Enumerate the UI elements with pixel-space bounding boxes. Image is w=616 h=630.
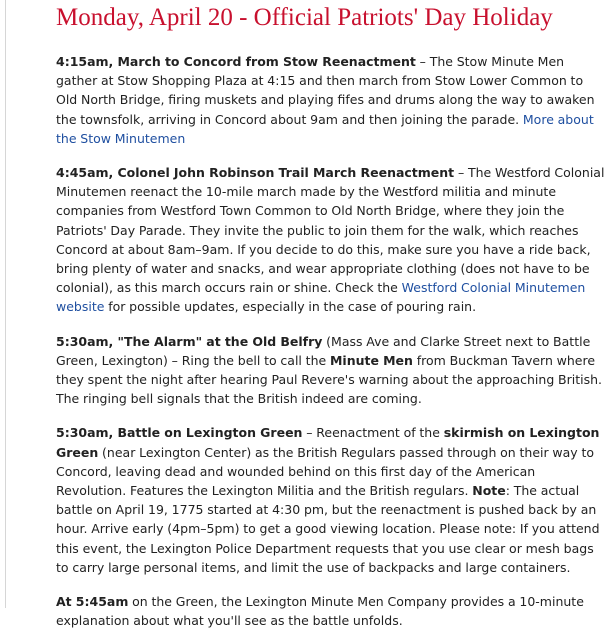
event-battle-explanation xyxy=(56,592,608,630)
event-stow-march xyxy=(56,52,608,148)
event-description: (near Lexington Center) as the British Regulars passed through on their way to Concord, leaving dead and wounded behind on this first day of the American Revolution. Features the Lexington Militia and the British regulars. xyxy=(56,444,595,499)
event-description: (Mass Ave and Clarke Street next to Battle Green, Lexington) – Ring the bell to call the xyxy=(56,333,591,368)
event-title: 4:45am, Colonel John Robinson Trail March Reenactment xyxy=(56,165,455,181)
event-battle-lexington-green xyxy=(56,423,608,577)
stow-minutemen-link[interactable]: More about the Stow Minutemen xyxy=(56,111,594,146)
event-description: – The Westford Colonial Minutemen reenact the 10-mile march made by the Westford militia and minute companies from Westford Town Common to Old North Bridge, where they join the Patriots' Day Parade. They invite the public to join them for the walk, which reaches Concord at about 8am–9am. If you decide to do this, make sure you have a ride back, bring plenty of water and snacks, and wear appropriate clothing (does not have to be colonial), as this march occurs rain or shine. Check the xyxy=(56,165,605,296)
event-description: on the Green, the Lexington Minute Men Company provides a 10-minute explanation about what you'll see as the battle unfolds. xyxy=(56,594,584,629)
left-border-rule xyxy=(5,0,6,608)
event-description: – Reenactment of the xyxy=(302,425,444,441)
page-title: Monday, April 20 - Official Patriots' Day Holiday xyxy=(56,4,553,31)
event-description-end: : The actual battle on April 19, 1775 started at 4:30 pm, but the reenactment is pushed back by an hour. Arrive early (4pm–5pm) to get a good viewing location. Please note: If you attend this event, the Lexington Police Department requests that you use clear or mesh bags to carry large personal items, and limit the use of backpacks and large containers. xyxy=(56,483,600,575)
event-emphasis: skirmish on Lexington Green xyxy=(56,425,600,460)
event-description: – The Stow Minute Men gather at Stow Shopping Plaza at 4:15 and then march from Stow Lower Common to Old North Bridge, firing muskets and playing fifes and drums along the way to awaken the townsfolk, arriving in Concord about 9am and then joining the parade. xyxy=(56,54,595,127)
article-content xyxy=(56,0,608,630)
westford-minutemen-link[interactable]: Westford Colonial Minutemen website xyxy=(56,280,586,315)
event-the-alarm xyxy=(56,332,608,409)
event-title: 4:15am, March to Concord from Stow Reenactment xyxy=(56,54,416,69)
event-robinson-trail-march xyxy=(56,163,608,317)
note-label: Note xyxy=(472,483,506,499)
event-description-end: for possible updates, especially in the case of pouring rain. xyxy=(104,299,477,315)
event-title: 5:30am, "The Alarm" at the Old Belfry xyxy=(56,333,323,349)
event-description-end: from Buckman Tavern where they spent the night after hearing Paul Revere's warning about the approaching British. The ringing bell signals that the British indeed are coming. xyxy=(56,352,603,407)
event-title: At 5:45am xyxy=(56,594,129,610)
event-emphasis: Minute Men xyxy=(329,352,413,368)
event-title: 5:30am, Battle on Lexington Green xyxy=(56,425,303,441)
